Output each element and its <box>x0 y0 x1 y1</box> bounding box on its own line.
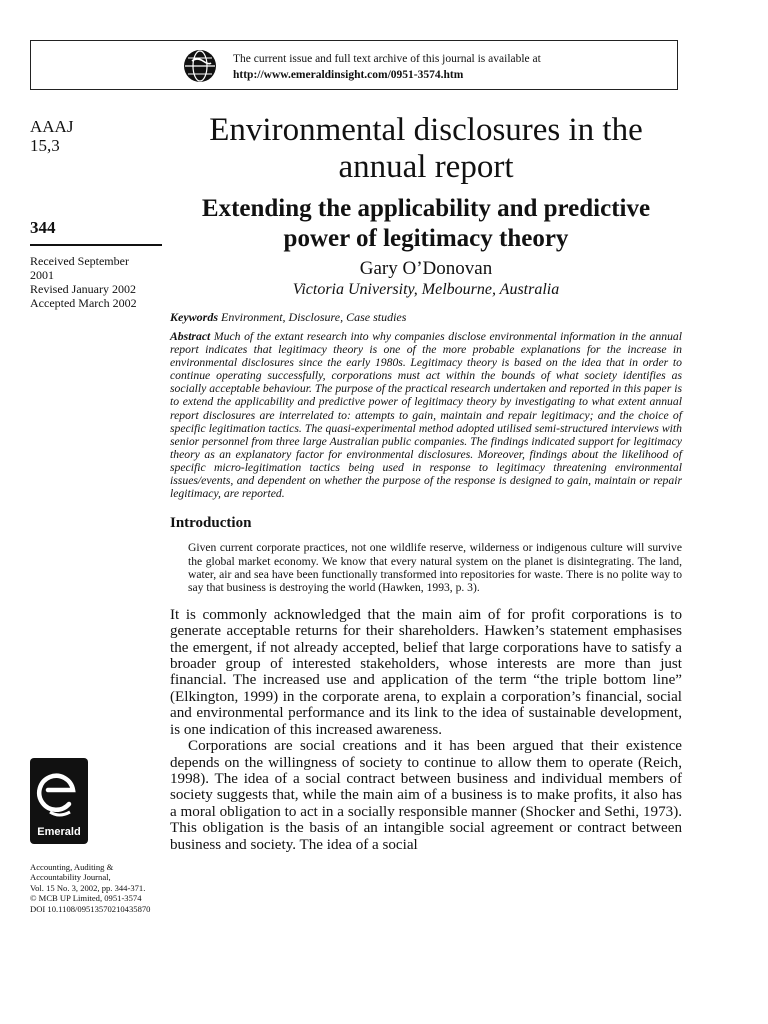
epigraph-quote: Given current corporate practices, not one wildlife reserve, wilderness or indigenous culture will survive the global market economy. We know that every natural system on the planet is disintegrating. The land, water, air and sea have been functionally transformed into repositories for waste. There is no polite way to say that business is destroying the world (Hawken, 1993, p. 3). <box>188 541 682 595</box>
left-margin <box>30 117 162 310</box>
journal-code: AAAJ <box>30 117 74 136</box>
article-title: Environmental disclosures in the annual report <box>209 112 643 185</box>
keywords-label: Keywords <box>170 310 218 324</box>
emerald-e-icon <box>36 766 82 822</box>
page-number: 344 <box>30 218 56 237</box>
date-line: Revised January 2002 <box>30 282 136 296</box>
banner-availability-line: The current issue and full text archive of this journal is available at <box>233 53 541 65</box>
citation-line: Accountability Journal, <box>30 872 111 883</box>
article-body <box>170 112 682 853</box>
body-paragraph: It is commonly acknowledged that the main aim of for profit corporations is to generate acceptable returns for their shareholders. Hawken’s statement emphasises the emergent, if not already accepted, belief that large corporations have to satisfy a broader group of interested stakeholders, whose interests are more than just financial. The increased use and application of the term “the triple bottom line” (Elkington, 1999) in the corporate arena, to explain a corporation’s financial, social and environmental performance and its link to the idea of sustainable development, is one indication of this increased awareness. <box>170 606 682 738</box>
logo-wordmark: Emerald <box>37 826 81 838</box>
citation-line: © MCB UP Limited, 0951-3574 <box>30 893 142 904</box>
author-affiliation: Victoria University, Melbourne, Australia <box>292 281 560 298</box>
keywords <box>170 310 682 324</box>
abstract <box>170 330 682 500</box>
journal-url-link[interactable]: http://www.emeraldinsight.com/0951-3574.htm <box>233 68 464 81</box>
emerald-logo <box>30 758 88 844</box>
section-heading-introduction: Introduction <box>170 515 252 532</box>
body-paragraph: Corporations are social creations and it has been argued that their existence depends on the willingness of society to continue to allow them to operate (Reich, 1998). The idea of a social contract between business and individual members of society suggests that, while the main aim of a business is to make profits, it also has a moral obligation to act in a socially responsible manner (Shocker and Sethi, 1973). This obligation is the basis of an intangible social agreement or contract between business and society. The idea of a social <box>170 738 682 853</box>
citation-line: Accounting, Auditing & <box>30 862 114 872</box>
abstract-label: Abstract <box>170 330 211 343</box>
globe-icon <box>183 49 217 83</box>
date-line: Received September <box>30 254 129 268</box>
author-name: Gary O’Donovan <box>359 258 493 279</box>
submission-dates <box>30 254 162 310</box>
journal-citation <box>30 862 162 914</box>
abstract-text: Much of the extant research into why companies disclose environmental information in the annual report indicates that legitimacy theory is one of the more probable explanations for the increase in environmental disclosures since the early 1980s. Legitimacy theory is based on the idea that in order to continue operating successfully, corporations must act within the bounds of what society identifies as socially acceptable behaviour. The purpose of the practical research undertaken and reported in this paper is to extend the applicability and predictive power of legitimacy theory by investigating to what extent annual report disclosures are interrelated to: attempts to gain, maintain and repair legitimacy; and the choice of specific legitimation tactics. The quasi-experimental method adopted utilised semi-structured interviews with senior personnel from three large Australian public companies. The findings indicated support for legitimacy theory as an explanatory factor for environmental disclosures. Moreover, findings about the likelihood of specific micro-legitimation tactics being used in response to legitimacy threatening environmental issues/events, and dependent on whether the purpose of the response is designed to gain, maintain or repair legitimacy, are reported. <box>170 330 683 501</box>
date-line: Accepted March 2002 <box>30 296 137 310</box>
journal-banner <box>30 40 678 90</box>
margin-rule <box>30 244 162 246</box>
citation-line: DOI 10.1108/09513570210435870 <box>30 903 151 914</box>
date-line: 2001 <box>30 268 54 282</box>
banner-text <box>233 52 541 83</box>
citation-line: Vol. 15 No. 3, 2002, pp. 344-371. <box>30 882 146 893</box>
volume-issue: 15,3 <box>30 136 60 155</box>
article-subtitle: Extending the applicability and predictive power of legitimacy theory <box>201 195 651 252</box>
keywords-list: Environment, Disclosure, Case studies <box>221 310 407 324</box>
